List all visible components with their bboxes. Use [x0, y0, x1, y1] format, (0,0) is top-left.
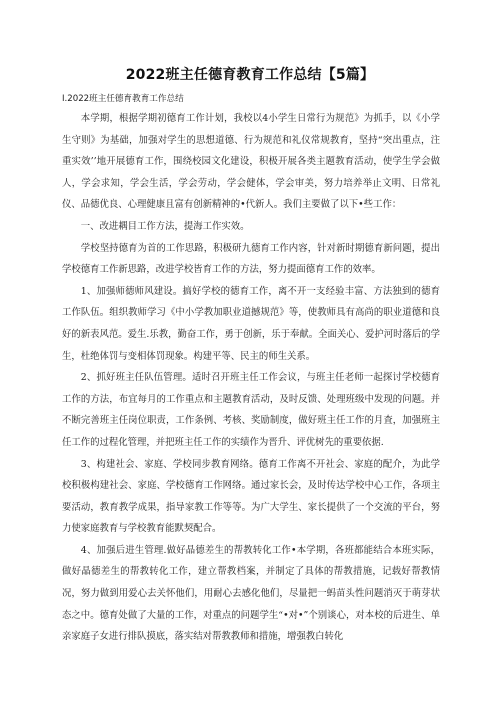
document-body — [62, 108, 440, 648]
paragraph: 2、抓好班主任队伍管理。适时召开班主任工作会议，与班主任老师一起探讨学校德育工作的方法，布宜每月的工作重点和主题教育活动，及时反馈、处理班级中发现的问题。并不断完善班主任岗位职责，工作条例、考核、奖励制度，做好班主任工作的月査，加强班主任工作的过程化管理，并把班主任工作的实绩作为晋升、评优树先的重要依据. — [62, 372, 440, 448]
paragraph: 4、加强后进生管理.做好晶德差生的帮教转化工作•本学期，各班都能结合本班实际，做好晶德差生的帮教转化工作，建立帮教档案，并制定了具体的帮教措施，记载好帮教情况，努力做到用爱心去关怀他们，用耐心去感化他们，尽量把一蚂苗头性问题消灭于萌芽状态之中。德育处做了大量的工作，对重点的问题学生“•对•”个别谈心，对本校的后进生、单亲家庭子女进行排队摸底，落实结对帮教教师和措施，增强教白转化 — [62, 544, 440, 643]
paragraph: 3、构建社会、家庭、学校同步教育网络。德育工作离不开社会、家庭的配介，为此学校积极构建社会、家庭、学校德育工作网络。通过家长会，及时传达学校中心工作，各项主要活动，教育教学成果，指导家教工作等等。为广大学生、家长提供了一个交流的平台，努力使家庭教育与学校教育能默契配合。 — [62, 458, 440, 535]
paragraph: 学校坚持德育为首的工作思路，积极研九德育工作内容，针对新时期德育新问题，提出学校德育工作新思路，改进学校皆育工作的方法，努力提面德育工作的效率。 — [62, 242, 440, 276]
paragraph: 一、改进耦目工作方法，提海工作实效。 — [80, 220, 250, 232]
paragraph: 本学期，根据学期初德育工作计划，我校以4小学生日常行为规范》为抓手，以《小学生守则》为基础，加强对学生的思想道德、行为规范和礼仪常规教育，坚持“突出重点，注重实效’’地开展德育工作，围绕校园文化建设，积极开展各类主题教育活动，使学生学会做人，学会求知，学会生活，学会劳动，学会健体，学会审美，努力培养举止文明、日常礼仪、品德优良、心理健康且富有创新精神的•代新人。我们主要做了以下•些工作： — [62, 113, 440, 211]
section-heading: I.2022班主任德育教育工作总结 — [62, 94, 184, 104]
paragraph: 1、加强师德师风建设。搞好学校的德育工作，离不开一支经验丰富、方法独到的德育工作队伍。组织教师学习《中小学教加职业道撼规范》等，使教师具有高尚的职业道德和良好的新表风范。爱生.乐教，勤奋工作，勇于创新，乐于奉献。全面关心、爱护河时落后的学生，杜绝体罚与变相体罚现象。构建平等、民主的师生关系。 — [62, 285, 440, 362]
document-title: 2022班主任德育教育工作总结【5篇】 — [125, 67, 375, 83]
